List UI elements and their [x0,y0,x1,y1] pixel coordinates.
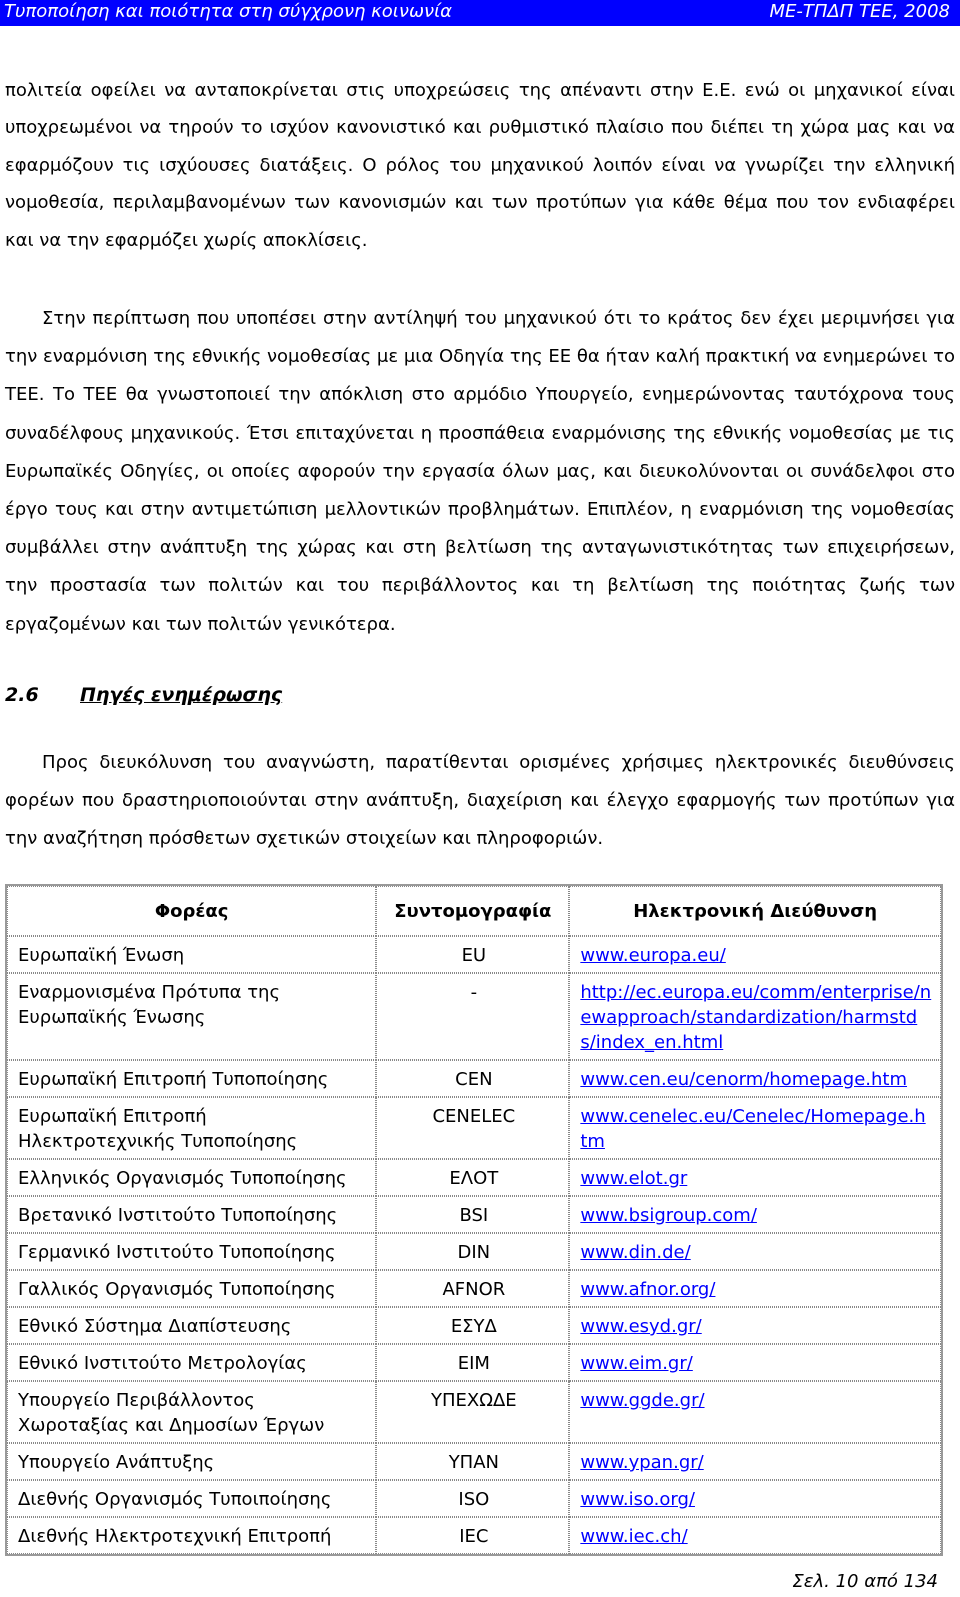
organization-cell: Υπουργείο Περιβάλλοντος Χωροταξίας και Δημοσίων Έργων [7,1381,376,1443]
abbreviation-cell: ΥΠΕΧΩΔΕ [376,1381,569,1443]
section-number: 2.6 [5,684,39,706]
abbreviation-cell: EU [376,936,569,973]
abbreviation-cell: ΕΛΟΤ [376,1159,569,1196]
web-address-link[interactable]: www.afnor.org/ [580,1279,716,1300]
table-row [7,1060,941,1097]
abbreviation-cell: ΕΣΥΔ [376,1307,569,1344]
abbreviation-cell: ISO [376,1480,569,1517]
table-row [7,936,941,973]
web-address-cell [569,1307,941,1344]
header-title: Τυποποίηση και ποιότητα στη σύγχρονη κοινωνία [4,1,453,22]
table-header-row [7,886,941,936]
table-row [7,1381,941,1443]
running-header [0,0,960,26]
web-address-link[interactable]: www.elot.gr [580,1168,688,1189]
abbreviation-cell: CEN [376,1060,569,1097]
organization-cell: Διεθνής Ηλεκτροτεχνική Επιτροπή [7,1517,376,1554]
table-row [7,1270,941,1307]
organization-cell: Ευρωπαϊκή Επιτροπή Τυποποίησης [7,1060,376,1097]
header-doc-code: ΜΕ-ΤΠΔΠ ΤΕΕ, 2008 [769,1,950,22]
paragraph-2-text: Στην περίπτωση που υποπέσει στην αντίληψή του μηχανικού ότι το κράτος δεν έχει μεριμνήσει για την εναρμόνιση της εθνικής νομοθεσίας με μια Οδηγία της ΕΕ θα ήταν καλή πρακτική να ενημερώνει το ΤΕΕ. Το ΤΕΕ θα γνωστοποιεί την απόκλιση στο αρμόδιο Υπουργείο, ενημερώνοντας ταυτόχρονα τους συναδέλφους μηχανικούς. Έτσι επιταχύνεται η προσπάθεια εναρμόνισης της εθνικής νομοθεσίας με τις Ευρωπαϊκές Οδηγίες, οι οποίες αφορούν την εργασία όλων μας, και διευκολύνονται οι συνάδελφοι στο έργο τους και στην αντιμετώπιση μελλοντικών προβλημάτων. Επιπλέον, η εναρμόνιση της νομοθεσίας συμβάλλει στην ανάπτυξη της χώρας και στη βελτίωση της ανταγωνιστικότητας των επιχειρήσεων, την προστασία των πολιτών και του περιβάλλοντος και τη βελτίωση της ποιότητας ζωής των εργαζομένων και των πολιτών γενικότερα. [5,308,955,635]
table-row [7,1097,941,1159]
organization-cell: Βρετανικό Ινστιτούτο Τυποποίησης [7,1196,376,1233]
abbreviation-cell: AFNOR [376,1270,569,1307]
web-address-link[interactable]: www.eim.gr/ [580,1353,693,1374]
web-address-link[interactable]: www.europa.eu/ [580,945,726,966]
table-row [7,1480,941,1517]
web-address-link[interactable]: www.ggde.gr/ [580,1390,705,1411]
web-address-link[interactable]: www.cenelec.eu/Cenelec/Homepage.htm [580,1106,926,1152]
web-address-cell [569,1480,941,1517]
web-address-cell [569,1159,941,1196]
header-abbreviation: Συντομογραφία [376,886,569,936]
abbreviation-cell: ΥΠΑΝ [376,1443,569,1480]
paragraph-3-text: Προς διευκόλυνση του αναγνώστη, παρατίθενται ορισμένες χρήσιμες ηλεκτρονικές διευθύνσεις φορέων που δραστηριοποιούνται στην ανάπτυξη, διαχείριση και έλεγχο εφαρμογής των προτύπων για την αναζήτηση πρόσθετων σχετικών στοιχείων και πληροφοριών. [5,752,955,849]
table-row [7,1159,941,1196]
organization-cell: Γερμανικό Ινστιτούτο Τυποποίησης [7,1233,376,1270]
web-address-cell [569,1196,941,1233]
table-row [7,1443,941,1480]
abbreviation-cell: CENELEC [376,1097,569,1159]
abbreviation-cell: ΕΙΜ [376,1344,569,1381]
header-web-address: Ηλεκτρονική Διεύθυνση [569,886,941,936]
abbreviation-cell: IEC [376,1517,569,1554]
organization-cell: Διεθνής Οργανισμός Τυποιποίησης [7,1480,376,1517]
table-row [7,1307,941,1344]
web-address-cell [569,936,941,973]
organization-cell: Υπουργείο Ανάπτυξης [7,1443,376,1480]
table-row [7,973,941,1060]
table-row [7,1196,941,1233]
web-address-cell [569,1443,941,1480]
web-address-link[interactable]: www.esyd.gr/ [580,1316,702,1337]
web-address-cell [569,973,941,1060]
organization-cell: Γαλλικός Οργανισμός Τυποποίησης [7,1270,376,1307]
organization-cell: Ελληνικός Οργανισμός Τυποποίησης [7,1159,376,1196]
paragraph-2 [5,300,955,644]
web-address-cell [569,1233,941,1270]
organization-cell: Εθνικό Ινστιτούτο Μετρολογίας [7,1344,376,1381]
web-address-link[interactable]: www.cen.eu/cenorm/homepage.htm [580,1069,908,1090]
organization-cell: Εναρμονισμένα Πρότυπα της Ευρωπαϊκής Ένωσης [7,973,376,1060]
table-row [7,1344,941,1381]
section-title: Πηγές ενημέρωσης [80,684,283,706]
web-address-link[interactable]: www.ypan.gr/ [580,1452,704,1473]
web-address-link[interactable]: www.iso.org/ [580,1489,695,1510]
organization-cell: Εθνικό Σύστημα Διαπίστευσης [7,1307,376,1344]
table-row [7,1517,941,1554]
web-address-link[interactable]: www.bsigroup.com/ [580,1205,757,1226]
abbreviation-cell: DIN [376,1233,569,1270]
web-address-link[interactable]: http://ec.europa.eu/comm/enterprise/newapproach/standardization/harmstds/index_en.html [580,982,932,1053]
paragraph-1: πολιτεία οφείλει να ανταποκρίνεται στις υποχρεώσεις της απέναντι στην Ε.Ε. ενώ οι μηχανικοί είναι υποχρεωμένοι να τηρούν το ισχύον κανονιστικό και ρυθμιστικό πλαίσιο που διέπει τη χώρα μας και να εφαρμόζουν τις ισχύουσες διατάξεις. Ο ρόλος του μηχανικού λοιπόν είναι να γνωρίζει την ελληνική νομοθεσία, περιλαμβανομένων των κανονισμών και των προτύπων για κάθε θέμα που τον ενδιαφέρει και να την εφαρμόζει χωρίς αποκλίσεις. [5,80,955,251]
organization-cell: Ευρωπαϊκή Επιτροπή Ηλεκτροτεχνικής Τυποποίησης [7,1097,376,1159]
table-row [7,1233,941,1270]
organization-cell: Ευρωπαϊκή Ένωση [7,936,376,973]
section-heading [5,684,282,706]
web-address-cell [569,1097,941,1159]
web-address-cell [569,1344,941,1381]
paragraph-3 [5,744,955,858]
web-address-cell [569,1381,941,1443]
web-address-link[interactable]: www.din.de/ [580,1242,691,1263]
header-organization: Φορέας [7,886,376,936]
page-number: Σελ. 10 από 134 [792,1571,938,1592]
web-address-cell [569,1270,941,1307]
web-address-cell [569,1517,941,1554]
abbreviation-cell: - [376,973,569,1060]
table-body [7,936,941,1554]
abbreviation-cell: BSI [376,1196,569,1233]
web-address-link[interactable]: www.iec.ch/ [580,1526,688,1547]
agencies-table [5,884,943,1556]
web-address-cell [569,1060,941,1097]
